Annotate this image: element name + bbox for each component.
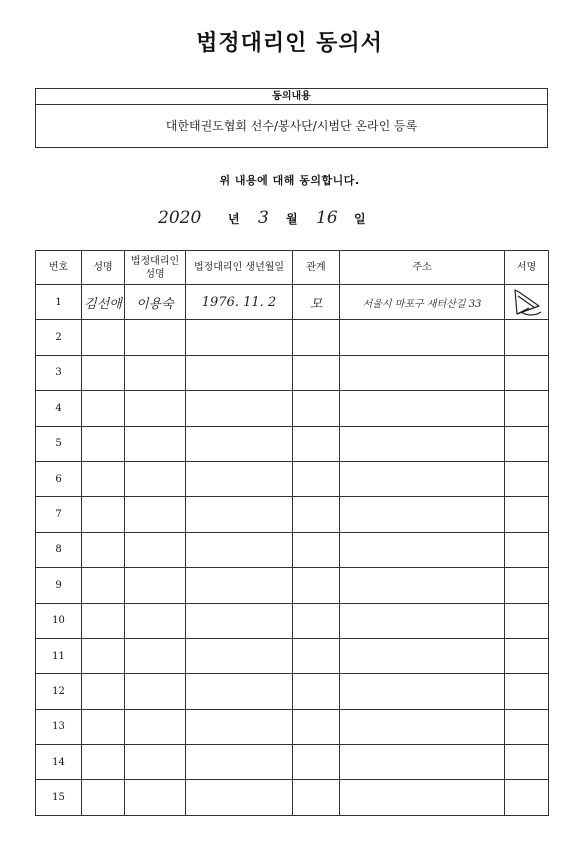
cell-relation xyxy=(293,426,340,461)
cell-guardian-name xyxy=(125,780,186,815)
cell-address xyxy=(340,355,505,390)
cell-name xyxy=(82,497,125,532)
cell-guardian-birth xyxy=(186,320,293,355)
cell-relation xyxy=(293,780,340,815)
cell-guardian-name xyxy=(125,674,186,709)
row-number: 2 xyxy=(36,320,82,355)
table-header-row xyxy=(36,251,549,285)
header-address: 주소 xyxy=(340,251,505,285)
cell-address xyxy=(340,568,505,603)
table-row xyxy=(36,638,549,673)
table-row xyxy=(36,674,549,709)
handwritten-signature xyxy=(509,286,545,318)
cell-name xyxy=(82,320,125,355)
cell-address xyxy=(340,532,505,567)
cell-guardian-birth xyxy=(186,355,293,390)
cell-guardian-name xyxy=(125,285,186,320)
cell-address xyxy=(340,426,505,461)
table-row xyxy=(36,497,549,532)
cell-relation xyxy=(293,638,340,673)
header-name: 성명 xyxy=(82,251,125,285)
table-row xyxy=(36,603,549,638)
cell-guardian-name xyxy=(125,638,186,673)
cell-guardian-birth xyxy=(186,461,293,496)
cell-relation xyxy=(293,745,340,780)
cell-address xyxy=(340,603,505,638)
cell-name xyxy=(82,780,125,815)
cell-address xyxy=(340,391,505,426)
cell-signature xyxy=(505,497,549,532)
consent-body: 대한태권도협회 선수/봉사단/시범단 온라인 등록 xyxy=(165,119,418,133)
cell-signature xyxy=(505,709,549,744)
table-row xyxy=(36,355,549,390)
cell-address xyxy=(340,497,505,532)
handwritten-relation: 모 xyxy=(309,296,323,312)
cell-signature xyxy=(505,532,549,567)
cell-signature xyxy=(505,426,549,461)
cell-name xyxy=(82,461,125,496)
cell-guardian-birth xyxy=(186,391,293,426)
cell-guardian-birth xyxy=(186,780,293,815)
table-row xyxy=(36,320,549,355)
row-number: 4 xyxy=(36,391,82,426)
cell-address xyxy=(340,780,505,815)
cell-guardian-birth xyxy=(186,745,293,780)
table-row xyxy=(36,391,549,426)
cell-signature xyxy=(505,320,549,355)
cell-guardian-birth xyxy=(186,709,293,744)
cell-address xyxy=(340,709,505,744)
cell-guardian-name xyxy=(125,497,186,532)
cell-guardian-name xyxy=(125,355,186,390)
row-number: 5 xyxy=(36,426,82,461)
date-year: 2020 xyxy=(158,208,202,228)
cell-name xyxy=(82,532,125,567)
agreement-statement: 위 내용에 대해 동의합니다. xyxy=(219,174,360,187)
cell-address xyxy=(340,461,505,496)
cell-relation xyxy=(293,532,340,567)
table-row xyxy=(36,568,549,603)
cell-relation xyxy=(293,355,340,390)
header-guardian-birth: 법정대리인 생년월일 xyxy=(186,251,293,285)
cell-name xyxy=(82,568,125,603)
cell-guardian-name xyxy=(125,391,186,426)
cell-guardian-birth xyxy=(186,568,293,603)
cell-signature xyxy=(505,745,549,780)
cell-relation xyxy=(293,709,340,744)
table-row xyxy=(36,709,549,744)
row-number: 8 xyxy=(36,532,82,567)
cell-guardian-name xyxy=(125,426,186,461)
row-number: 6 xyxy=(36,461,82,496)
cell-relation xyxy=(293,674,340,709)
cell-address xyxy=(340,745,505,780)
cell-relation xyxy=(293,320,340,355)
handwritten-address: 서울시 마포구 새터산길 33 xyxy=(362,298,482,310)
row-number: 10 xyxy=(36,603,82,638)
table-row xyxy=(36,426,549,461)
date-day: 16 xyxy=(316,208,338,228)
cell-signature xyxy=(505,391,549,426)
table-row xyxy=(36,532,549,567)
row-number: 1 xyxy=(36,285,82,320)
cell-guardian-birth xyxy=(186,285,293,320)
cell-relation xyxy=(293,391,340,426)
date-day-label: 일 xyxy=(354,212,366,226)
cell-signature xyxy=(505,355,549,390)
header-relation: 관계 xyxy=(293,251,340,285)
cell-signature xyxy=(505,780,549,815)
row-number: 14 xyxy=(36,745,82,780)
cell-signature xyxy=(505,603,549,638)
cell-guardian-birth xyxy=(186,638,293,673)
row-number: 15 xyxy=(36,780,82,815)
consent-content-box xyxy=(35,88,548,148)
table-row xyxy=(36,461,549,496)
cell-guardian-name xyxy=(125,568,186,603)
cell-name xyxy=(82,355,125,390)
cell-name xyxy=(82,391,125,426)
cell-guardian-birth xyxy=(186,674,293,709)
row-number: 3 xyxy=(36,355,82,390)
row-number: 9 xyxy=(36,568,82,603)
cell-guardian-birth xyxy=(186,497,293,532)
date-year-label: 년 xyxy=(228,212,240,226)
cell-relation xyxy=(293,285,340,320)
date-month-label: 월 xyxy=(286,212,298,226)
cell-guardian-name xyxy=(125,603,186,638)
cell-signature xyxy=(505,461,549,496)
cell-guardian-birth xyxy=(186,603,293,638)
cell-name xyxy=(82,674,125,709)
cell-name xyxy=(82,426,125,461)
row-number: 12 xyxy=(36,674,82,709)
guardian-table xyxy=(35,250,549,816)
cell-guardian-name xyxy=(125,461,186,496)
cell-name xyxy=(82,709,125,744)
cell-guardian-birth xyxy=(186,532,293,567)
cell-relation xyxy=(293,603,340,638)
cell-relation xyxy=(293,497,340,532)
cell-address xyxy=(340,285,505,320)
cell-signature xyxy=(505,568,549,603)
cell-address xyxy=(340,638,505,673)
cell-signature xyxy=(505,674,549,709)
handwritten-guardian-birth: 1976. 11. 2 xyxy=(201,294,277,310)
cell-guardian-name xyxy=(125,745,186,780)
cell-signature xyxy=(505,638,549,673)
cell-address xyxy=(340,320,505,355)
table-row xyxy=(36,780,549,815)
signature-date xyxy=(158,204,418,230)
document-title: 법정대리인 동의서 xyxy=(196,31,383,56)
header-guardian-name: 법정대리인 성명 xyxy=(125,251,186,285)
cell-name xyxy=(82,638,125,673)
cell-guardian-name xyxy=(125,532,186,567)
consent-header: 동의내용 xyxy=(36,89,547,105)
cell-relation xyxy=(293,461,340,496)
header-signature: 서명 xyxy=(505,251,549,285)
cell-address xyxy=(340,674,505,709)
row-number: 11 xyxy=(36,638,82,673)
row-number: 7 xyxy=(36,497,82,532)
handwritten-name: 김선애 xyxy=(84,296,122,312)
date-month: 3 xyxy=(258,208,269,228)
cell-name xyxy=(82,603,125,638)
cell-signature xyxy=(505,285,549,320)
row-number: 13 xyxy=(36,709,82,744)
cell-guardian-birth xyxy=(186,426,293,461)
cell-guardian-name xyxy=(125,320,186,355)
table-row xyxy=(36,745,549,780)
header-no: 번호 xyxy=(36,251,82,285)
table-row xyxy=(36,285,549,320)
handwritten-guardian-name: 이용숙 xyxy=(136,296,174,312)
cell-relation xyxy=(293,568,340,603)
cell-name xyxy=(82,285,125,320)
cell-guardian-name xyxy=(125,709,186,744)
cell-name xyxy=(82,745,125,780)
